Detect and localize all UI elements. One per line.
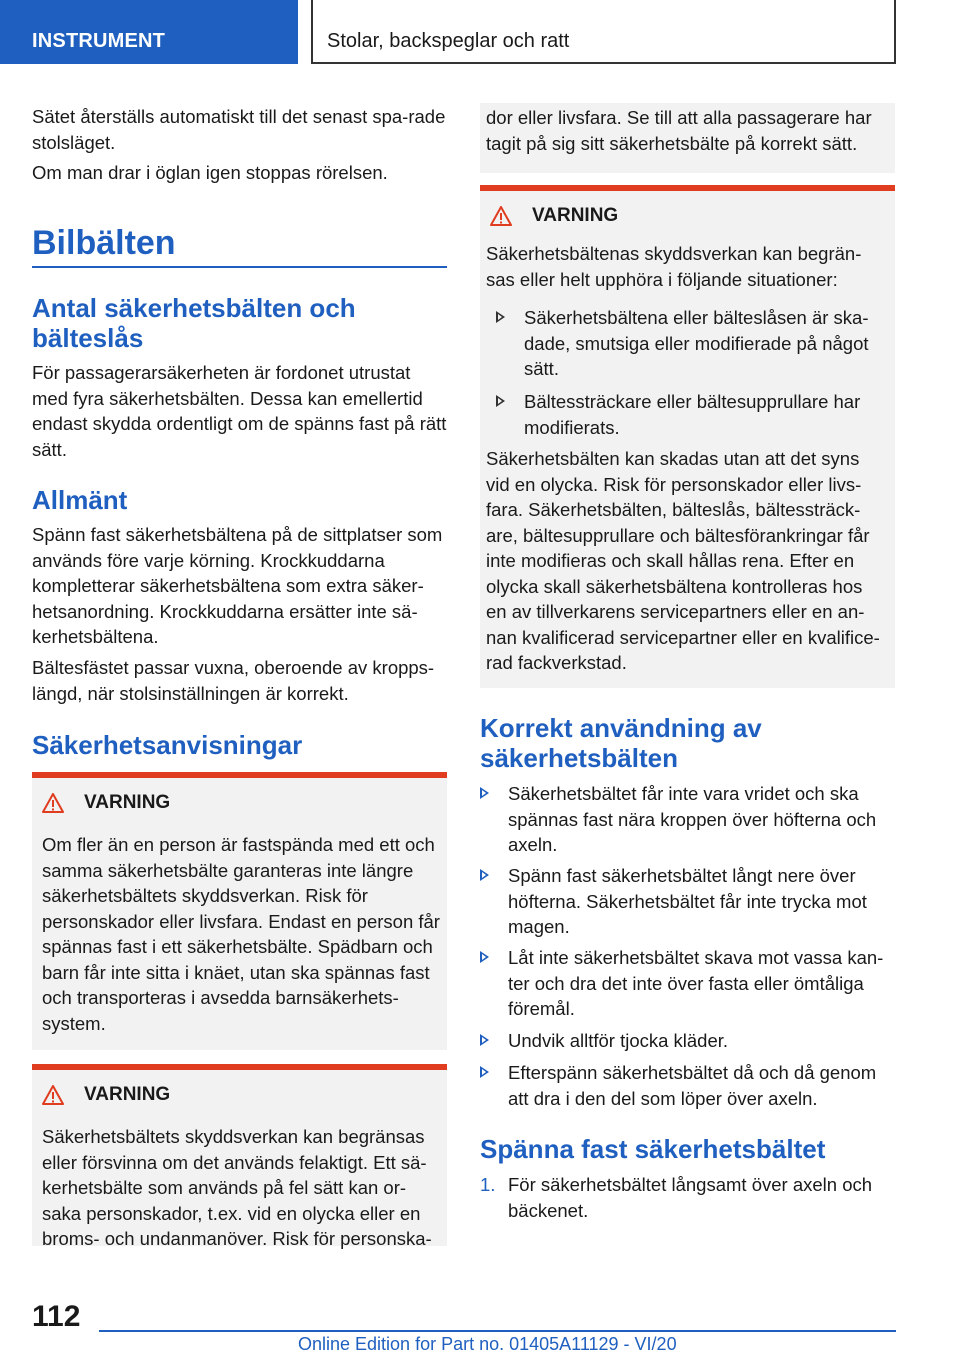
bullet-triangle-icon (480, 867, 496, 883)
warning-text: Säkerhetsbältets skyddsverkan kan begränsas eller försvinna om det används felaktigt. Ett sä-kerhetsbälte som används på fel sätt kan or-saka personskador, t.ex. vid en olycka eller en broms- och undanmanöver. Risk för personska- (42, 1126, 432, 1249)
bullet-triangle-icon (480, 949, 496, 965)
general-paragraph-2: Bältesfästet passar vuxna, oberoende av kropps-längd, när stolsinställningen är korrekt. (32, 657, 435, 704)
warning-text: Om fler än en person är fastspända med ett och samma säkerhetsbälte garanteras inte längre säkerhetsbältets skyddsverkan. Risk för personskador eller livsfara. Endast en person får spännas fast i ett säkerhetsbälte. Spädbarn och barn får inte sitta i knäet, utan ska spännas fast och transporteras i avsedda barnsäkerhets-system. (42, 834, 440, 1034)
chapter-title: Stolar, backspeglar och ratt (311, 0, 896, 64)
warning-triangle-icon (42, 793, 64, 813)
page-number: 112 (32, 1300, 81, 1333)
bullet-triangle-icon (480, 1032, 496, 1048)
step-text: För säkerhetsbältet långsamt över axeln och bäckenet. (508, 1174, 873, 1221)
bullet-triangle-icon (496, 309, 512, 325)
warning-box-2 (32, 1064, 447, 1249)
warning-box-3: VARNING Säkerhetsbältenas skyddsverkan kan begrän-sas eller helt upphöra i följande situationer: Säkerhetsbältena eller bälteslåsen är ska-dade, smutsiga eller modifierade på något sätt. Bältessträckare eller bältesupprullare har modifierats. Säkerhetsbälten kan skadas utan att det syns vid en olycka. Risk för personskador eller livs-fara. Säkerhetsbälten, bälteslås, bältessträck-are, bältesupprullare och bältesförankringar får inte modifieras och skall hållas rena. Efter en olycka skall säkerhetsbältena kontrolleras hos en av tillverkarens servicepartners eller en an-nan kvalificerad servicepartner eller en kvalifice-rad fackverkstad. (480, 185, 895, 688)
section-tab: INSTRUMENT (0, 0, 298, 64)
warning-intro: Säkerhetsbältenas skyddsverkan kan begrän-sas eller helt upphöra i följande situationer: (486, 243, 862, 290)
warning-heading (42, 1084, 170, 1106)
section-heading: Bilbälten (32, 224, 176, 262)
warning-text: dor eller livsfara. Se till att alla passagerare har tagit på sig sitt säkerhetsbälte på korrekt sätt. (486, 107, 872, 154)
warning-box-1 (32, 772, 447, 1050)
heading-belt-count: Antal säkerhetsbälten och bälteslås (32, 293, 356, 353)
warning-label: VARNING (84, 792, 171, 813)
step-number: 1. (480, 1174, 496, 1195)
footer-rule (99, 1330, 896, 1332)
warning-label: VARNING (84, 1084, 171, 1105)
warning-heading (42, 792, 170, 814)
warning-label: VARNING (532, 205, 619, 226)
general-paragraph-1: Spänn fast säkerhetsbältena på de sittplatser som används före varje körning. Krockkuddarna kompletterar säkerhetsbältena som extra säker-hetsanordning. Krockkuddarna ersätter inte sä-kerhetsbältena. (32, 524, 443, 647)
belt-count-paragraph: För passagerarsäkerheten är fordonet utrustat med fyra säkerhetsbälten. Dessa kan emellertid endast skydda ordentligt om de spänns fast på rätt sätt. (32, 362, 447, 460)
warning-box-continued (480, 103, 895, 173)
warning-triangle-icon (42, 1085, 64, 1105)
bullet-triangle-icon (496, 393, 512, 409)
heading-rule (32, 266, 447, 268)
heading-fasten: Spänna fast säkerhetsbältet (480, 1134, 826, 1164)
warning-triangle-icon (490, 206, 512, 226)
warning-text: Säkerhetsbälten kan skadas utan att det syns vid en olycka. Risk för personskador eller livs-fara. Säkerhetsbälten, bälteslås, bältessträck-are, bältesupprullare och bältesförankringar får inte modifieras och skall hållas rena. Efter en olycka skall säkerhetsbältena kontrolleras hos en av tillverkarens servicepartners eller en an-nan kvalificerad servicepartner eller en kvalifice-rad fackverkstad. (486, 448, 880, 673)
heading-general: Allmänt (32, 485, 128, 515)
heading-safety: Säkerhetsanvisningar (32, 730, 303, 760)
intro-paragraph-2: Om man drar i öglan igen stoppas rörelsen. (32, 162, 388, 183)
bullet-triangle-icon (480, 1064, 496, 1080)
intro-paragraph-1: Sätet återställs automatiskt till det senast spa-rade stolsläget. (32, 106, 446, 153)
heading-correct-use: Korrekt användning av säkerhetsbälten (480, 713, 762, 773)
warning-heading (490, 205, 618, 227)
footer-edition: Online Edition for Part no. 01405A11129 - VI/20 (298, 1334, 677, 1354)
bullet-triangle-icon (480, 785, 496, 801)
